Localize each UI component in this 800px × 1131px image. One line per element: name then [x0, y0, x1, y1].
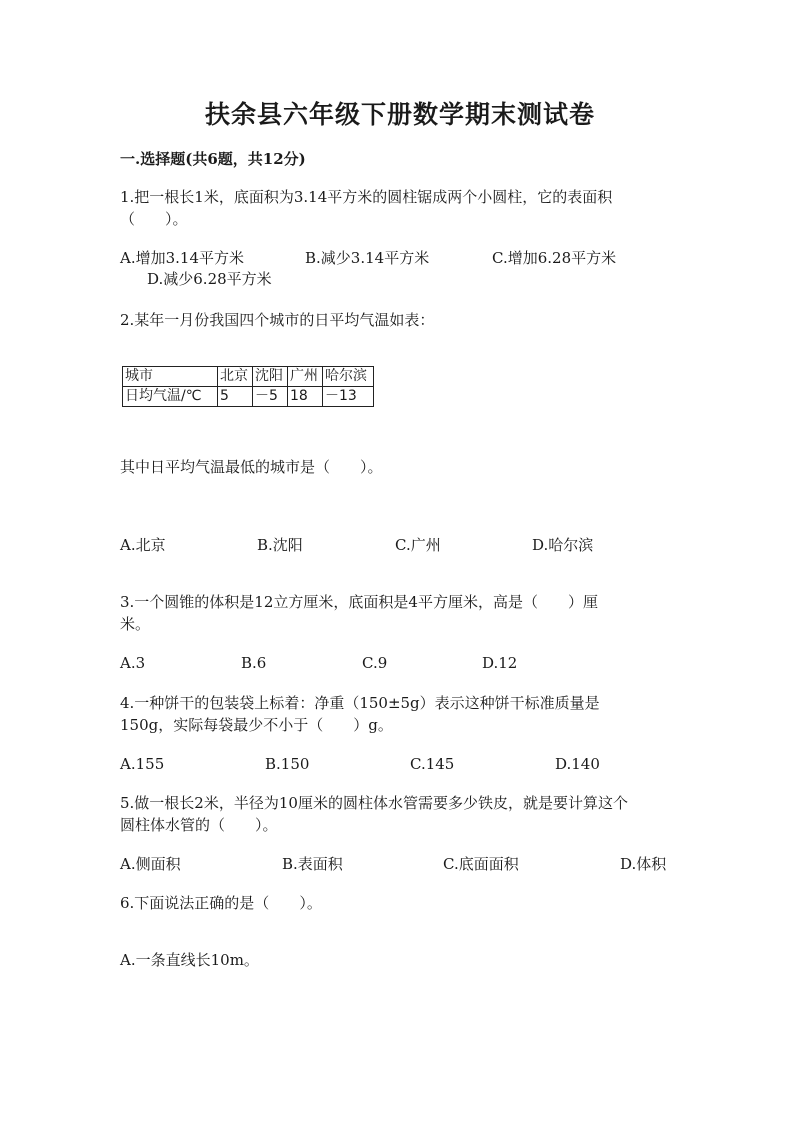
- question-3-option-b: B.6: [241, 654, 267, 672]
- question-5-line-1: 5.做一根长2米，半径为10厘米的圆柱体水管需要多少铁皮，就是要计算这个: [120, 794, 628, 812]
- table-cell: 广州: [288, 367, 323, 387]
- page-title: 扶余县六年级下册数学期末测试卷: [204, 100, 595, 129]
- temperature-table: [122, 366, 374, 407]
- table-row: [123, 367, 374, 387]
- question-5-text: [120, 792, 680, 836]
- question-2-prompt: 其中日平均气温最低的城市是（ ）。: [120, 458, 383, 476]
- table-cell: 哈尔滨: [323, 367, 374, 387]
- table-cell: 5: [218, 387, 253, 407]
- table-row: [123, 387, 374, 407]
- question-1-option-c: C.增加6.28平方米: [492, 249, 617, 267]
- question-5-option-b: B.表面积: [282, 855, 343, 873]
- question-6-text: 6.下面说法正确的是（ ）。: [120, 894, 322, 912]
- question-4-option-b: B.150: [265, 755, 310, 773]
- question-3-line-2: 米。: [120, 615, 151, 633]
- table-cell: 城市: [123, 367, 218, 387]
- question-5-option-c: C.底面面积: [443, 855, 519, 873]
- question-3-option-d: D.12: [482, 654, 518, 672]
- table-cell: 18: [288, 387, 323, 407]
- question-1-option-b: B.减少3.14平方米: [305, 249, 430, 267]
- question-4-option-d: D.140: [555, 755, 600, 773]
- question-4-option-c: C.145: [410, 755, 455, 773]
- section-heading: 一.选择题(共6题，共12分): [120, 150, 306, 168]
- question-2-option-a: A.北京: [120, 536, 166, 554]
- question-2-option-d: D.哈尔滨: [532, 536, 594, 554]
- question-6-option-a: A.一条直线长10m。: [120, 951, 259, 969]
- question-4-line-2: 150g，实际每袋最少不小于（ ）g。: [120, 716, 393, 734]
- table-cell: 日均气温/℃: [123, 387, 218, 407]
- table-cell: －5: [253, 387, 288, 407]
- table-cell: 北京: [218, 367, 253, 387]
- question-5-option-a: A.侧面积: [120, 855, 181, 873]
- question-1-line-1: 1.把一根长1米，底面积为3.14平方米的圆柱锯成两个小圆柱，它的表面积: [120, 188, 613, 206]
- question-1-option-d: D.减少6.28平方米: [147, 270, 272, 288]
- question-5-line-2: 圆柱体水管的（ ）。: [120, 816, 278, 834]
- question-4-line-1: 4.一种饼干的包装袋上标着：净重（150±5g）表示这种饼干标准质量是: [120, 694, 600, 712]
- question-1-option-a: A.增加3.14平方米: [120, 249, 244, 267]
- question-3-line-1: 3.一个圆锥的体积是12立方厘米，底面积是4平方厘米，高是（ ）厘: [120, 593, 598, 611]
- question-1-line-2: （ ）。: [120, 210, 188, 228]
- question-4-option-a: A.155: [120, 755, 165, 773]
- question-2-text: 2.某年一月份我国四个城市的日平均气温如表：: [120, 311, 435, 329]
- table-cell: －13: [323, 387, 374, 407]
- question-3-text: [120, 591, 680, 635]
- question-3-option-c: C.9: [362, 654, 388, 672]
- question-2-option-c: C.广州: [395, 536, 441, 554]
- table-cell: 沈阳: [253, 367, 288, 387]
- question-1-text: [120, 186, 680, 230]
- question-2-option-b: B.沈阳: [257, 536, 303, 554]
- question-3-option-a: A.3: [120, 654, 146, 672]
- question-5-option-d: D.体积: [620, 855, 667, 873]
- question-4-text: [120, 692, 680, 736]
